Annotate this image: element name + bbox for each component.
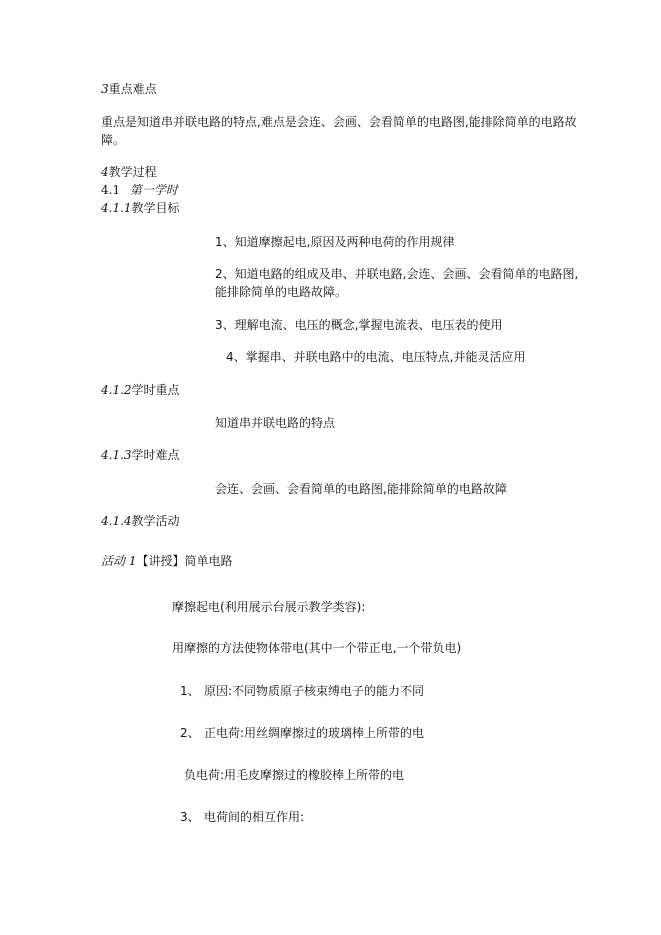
activity-1-point-2b — [184, 768, 404, 782]
point-1-text: 原因:不同物质原子核束缚电子的能力不同 — [204, 684, 425, 698]
activity-1-tag: 【讲授】 — [136, 554, 185, 568]
activity-1-title: 简单电路 — [184, 554, 233, 568]
section-3-heading — [101, 82, 157, 96]
point-3-number: 3、 — [180, 810, 200, 824]
goals-title: 教学目标 — [131, 201, 180, 215]
difficulties-number: 4.1.3 — [101, 448, 132, 462]
goal-item-4: 4、掌握串、并联电路中的电流、电压特点,并能灵活应用 — [226, 350, 526, 364]
activity-1-heading — [101, 554, 232, 568]
goals-heading — [101, 201, 180, 215]
point-2b-text: 负电荷:用毛皮摩擦过的橡胶棒上所带的电 — [184, 768, 405, 782]
goal-item-3: 3、理解电流、电压的概念,掌握电流表、电压表的使用 — [215, 318, 503, 332]
activity-1-line-2: 用摩擦的方法使物体带电(其中一个带正电,一个带负电) — [172, 641, 462, 655]
section-4-number: 4 — [101, 165, 109, 179]
activities-title: 教学活动 — [131, 514, 180, 528]
key-points-number: 4.1.2 — [101, 383, 132, 397]
activity-1-label: 活动 1 — [101, 554, 137, 568]
section-3-paragraph-line-1: 重点是知道串并联电路的特点,难点是会连、会画、会看简单的电路图,能排除简单的电路故 — [101, 115, 577, 129]
difficulties-heading — [101, 448, 180, 462]
difficulties-text: 会连、会画、会看简单的电路图,能排除简单的电路故障 — [215, 482, 507, 496]
section-4-title: 教学过程 — [108, 165, 157, 179]
point-2-number: 2、 — [180, 726, 200, 740]
activity-1-line-1: 摩擦起电(利用展示台展示教学类容): — [172, 600, 366, 614]
section-3-paragraph-line-2: 障。 — [101, 133, 126, 147]
activity-1-point-2 — [180, 726, 424, 740]
point-1-number: 1、 — [180, 684, 200, 698]
activities-heading — [101, 514, 180, 528]
activities-number: 4.1.4 — [101, 514, 132, 528]
section-4-heading — [101, 165, 157, 179]
activity-1-point-1 — [180, 684, 424, 698]
section-3-title: 重点难点 — [108, 82, 157, 96]
point-3-text: 电荷间的相互作用: — [204, 810, 305, 824]
key-points-text: 知道串并联电路的特点 — [215, 416, 336, 430]
point-2-text: 正电荷:用丝绸摩擦过的玻璃棒上所带的电 — [204, 726, 425, 740]
key-points-title: 学时重点 — [131, 383, 180, 397]
activity-1-point-3 — [180, 810, 304, 824]
goal-item-2-continued: 能排除简单的电路故障。 — [215, 285, 348, 299]
goal-item-2: 2、知道电路的组成及串、并联电路,会连、会画、会看简单的电路图, — [215, 267, 579, 281]
key-points-heading — [101, 383, 180, 397]
lesson-title: 第一学时 — [129, 183, 178, 197]
section-3-number: 3 — [101, 82, 109, 96]
lesson-heading — [101, 183, 178, 197]
difficulties-title: 学时难点 — [131, 448, 180, 462]
lesson-number: 4.1 — [101, 183, 121, 197]
goals-number: 4.1.1 — [101, 201, 132, 215]
goal-item-1: 1、知道摩擦起电,原因及两种电荷的作用规律 — [215, 235, 455, 249]
